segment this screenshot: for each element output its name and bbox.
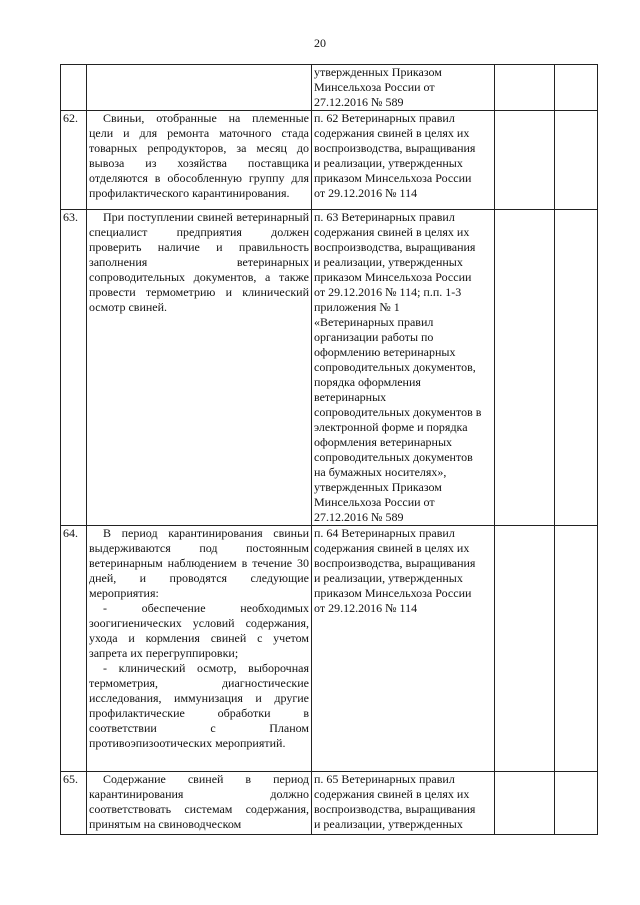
requirement-text: При поступлении свиней ветеринарный специалист предприятия должен проверить наличие и правильность заполнения ветеринарных сопроводительных документов, а также провести термометрию и клинический осмотр свиней. <box>89 210 309 314</box>
empty-cell <box>495 111 555 210</box>
source-line: приказом Минсельхоза России <box>314 586 472 600</box>
source-line: воспроизводства, выращивания <box>314 240 476 254</box>
requirement-text: В период карантинирования свиньи выдерживаются под постоянным ветеринарным наблюдением в течение 30 дней, и проводятся следующие мероприятия: <box>89 526 309 600</box>
row-number: 62. <box>61 111 87 210</box>
source-line: от 29.12.2016 № 114 <box>314 186 418 200</box>
regulation-table <box>60 64 598 835</box>
empty-cell <box>555 772 598 835</box>
source-line: содержания свиней в целях их <box>314 126 470 140</box>
source-line: порядка оформления <box>314 375 421 389</box>
requirement-text: - клинический осмотр, выборочная термометрия, диагностические исследования, иммунизация и другие профилактические обработки в соответствии с Планом противоэпизоотических мероприятий. <box>89 661 309 750</box>
empty-cell <box>495 772 555 835</box>
source-line: п. 62 Ветеринарных правил <box>314 111 455 125</box>
source-line: от 29.12.2016 № 114; п.п. 1-3 <box>314 285 462 299</box>
source-line: приказом Минсельхоза России <box>314 171 472 185</box>
empty-cell <box>555 65 598 111</box>
source-line: 27.12.2016 № 589 <box>314 510 404 524</box>
source-line: содержания свиней в целях их <box>314 787 470 801</box>
source-line: утвержденных Приказом <box>314 65 442 79</box>
requirement-text: Содержание свиней в период карантинирования должно соответствовать системам содержания, принятым на свиноводческом <box>89 772 309 831</box>
source-line: на бумажных носителях», <box>314 465 447 479</box>
table-row-62 <box>61 111 598 210</box>
requirement-text: Свиньи, отобранные на племенные цели и для ремонта маточного стада товарных репродукторов, за месяц до вывоза из хозяйства поставщика отделяются в обособленную группу для профилактического карантинирования. <box>89 111 309 200</box>
source-cell <box>312 772 495 835</box>
source-cell <box>312 526 495 772</box>
empty-cell <box>555 210 598 526</box>
requirement-cell <box>87 772 312 835</box>
source-line: ветеринарных <box>314 390 387 404</box>
source-line: электронной форме и порядка <box>314 420 468 434</box>
source-line: содержания свиней в целях их <box>314 225 470 239</box>
source-line: Минсельхоза России от <box>314 495 435 509</box>
source-line: сопроводительных документов в <box>314 405 482 419</box>
source-line: 27.12.2016 № 589 <box>314 95 404 109</box>
requirement-cell <box>87 111 312 210</box>
source-line: и реализации, утвержденных <box>314 571 463 585</box>
row-number: 63. <box>61 210 87 526</box>
source-line: от 29.12.2016 № 114 <box>314 601 418 615</box>
source-line: утвержденных Приказом <box>314 480 442 494</box>
source-line: сопроводительных документов <box>314 450 473 464</box>
source-line: Минсельхоза России от <box>314 80 435 94</box>
source-line: и реализации, утвержденных <box>314 255 463 269</box>
source-line: и реализации, утвержденных <box>314 817 463 831</box>
source-line: организации работы по <box>314 330 434 344</box>
source-line: и реализации, утвержденных <box>314 156 463 170</box>
table-row-63 <box>61 210 598 526</box>
source-line: воспроизводства, выращивания <box>314 802 476 816</box>
requirement-cell <box>87 65 312 111</box>
page-number: 20 <box>314 36 326 50</box>
source-line: воспроизводства, выращивания <box>314 556 476 570</box>
source-line: приказом Минсельхоза России <box>314 270 472 284</box>
empty-cell <box>555 526 598 772</box>
row-number: 65. <box>61 772 87 835</box>
empty-cell <box>495 210 555 526</box>
requirement-cell <box>87 210 312 526</box>
source-cell <box>312 65 495 111</box>
source-line: п. 63 Ветеринарных правил <box>314 210 455 224</box>
source-line: «Ветеринарных правил <box>314 315 434 329</box>
empty-cell <box>555 111 598 210</box>
source-line: п. 65 Ветеринарных правил <box>314 772 455 786</box>
source-line: оформлению ветеринарных <box>314 345 456 359</box>
requirement-text: - обеспечение необходимых зоогигиенических условий содержания, ухода и кормления свиней с учетом запрета их перегруппировки; <box>89 601 309 660</box>
table-row-continued <box>61 65 598 111</box>
source-line: приложения № 1 <box>314 300 400 314</box>
source-line: воспроизводства, выращивания <box>314 141 476 155</box>
source-cell <box>312 111 495 210</box>
row-number <box>61 65 87 111</box>
empty-cell <box>495 65 555 111</box>
source-line: содержания свиней в целях их <box>314 541 470 555</box>
row-number: 64. <box>61 526 87 772</box>
source-cell <box>312 210 495 526</box>
requirement-cell <box>87 526 312 772</box>
source-line: оформления ветеринарных <box>314 435 453 449</box>
source-line: п. 64 Ветеринарных правил <box>314 526 455 540</box>
table-row-65 <box>61 772 598 835</box>
empty-cell <box>495 526 555 772</box>
table-row-64 <box>61 526 598 772</box>
source-line: сопроводительных документов, <box>314 360 476 374</box>
